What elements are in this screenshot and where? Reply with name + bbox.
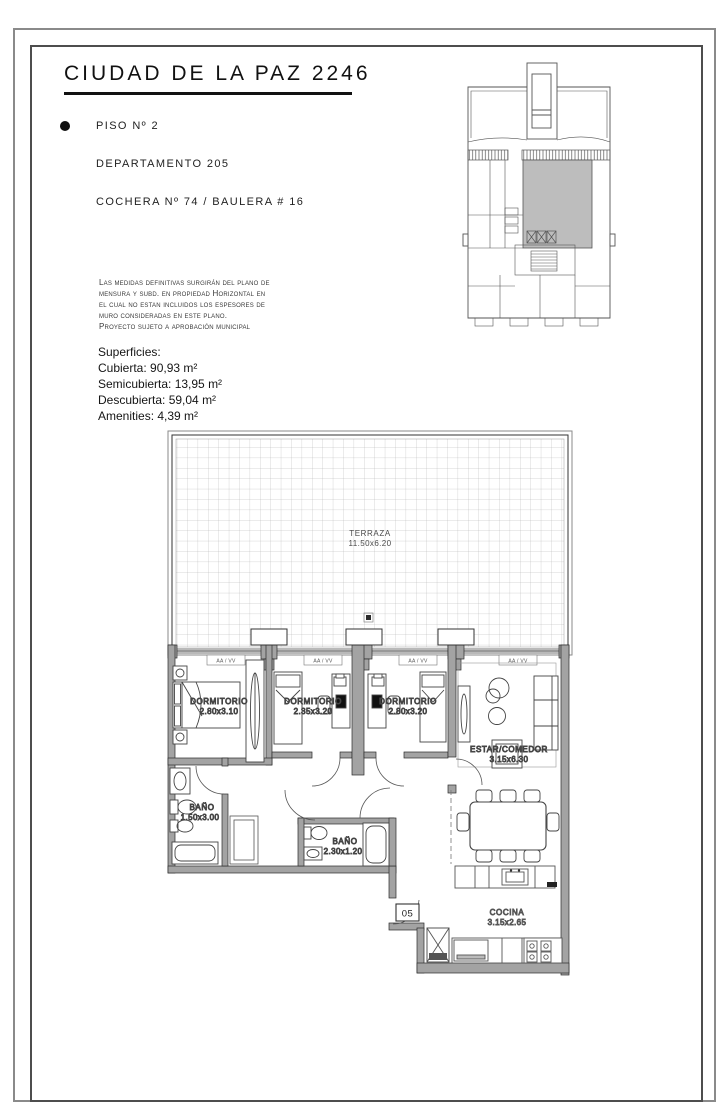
window-label: AA / VV — [216, 658, 236, 665]
info-cochera-baulera: COCHERA Nº 74 / BAULERA # 16 — [96, 196, 305, 208]
wardrobe-icon — [246, 660, 264, 762]
sofa-icon — [534, 676, 558, 750]
door-arc — [285, 790, 315, 820]
side-tables-icon — [486, 678, 509, 725]
disclaimer-line: el cual no estan incluidos los espesores de — [99, 300, 266, 309]
kitchen-lower-counter — [452, 938, 562, 963]
dining-table-icon — [457, 790, 559, 862]
room-dims-dormitorio-1: 2.80x3.10 — [199, 707, 239, 716]
info-piso: PISO Nº 2 — [96, 120, 160, 132]
estar-comedor — [451, 663, 559, 864]
room-label-cocina: COCINA — [489, 908, 525, 917]
window-sills — [251, 629, 474, 645]
cocina — [427, 866, 562, 963]
building-key-plan — [455, 58, 650, 343]
superficies-heading: Superficies: — [98, 345, 161, 359]
door-number: 05 — [401, 908, 414, 920]
room-label-bano-1: BAÑO — [189, 803, 215, 812]
apartment-floor-plan — [130, 425, 585, 985]
page-title: CIUDAD DE LA PAZ 2246 — [64, 62, 371, 85]
bullet-marker — [60, 121, 70, 131]
room-dims-bano-1: 1.50x3.00 — [180, 813, 220, 822]
room-label-dormitorio-3: DORMITORIO — [379, 697, 437, 706]
drain-icon — [366, 615, 371, 620]
superficie-amenities: Amenities: 4,39 m² — [98, 409, 199, 423]
dormitorio-3 — [368, 672, 446, 742]
tv-unit-icon — [458, 686, 470, 742]
keyplan-terrace-hatch — [468, 150, 610, 160]
bathtub-icon — [172, 842, 218, 864]
kitchen-peninsula-counter — [455, 866, 557, 888]
bathtub-icon — [363, 823, 389, 866]
disclaimer-line: Las medidas definitivas surgirán del plano de — [99, 278, 270, 287]
kitchen-sink-icon — [502, 869, 528, 885]
room-label-estar-comedor: ESTAR/COMEDOR — [470, 745, 548, 754]
bano-1 — [170, 768, 220, 864]
superficie-cubierta: Cubierta: 90,93 m² — [98, 361, 198, 375]
window-sill — [346, 629, 382, 645]
room-label-dormitorio-2: DORMITORIO — [284, 697, 342, 706]
toilet-icon — [304, 827, 327, 840]
superficie-semicubierta: Semicubierta: 13,95 m² — [98, 377, 223, 391]
entry-door-badge — [396, 904, 419, 921]
room-label-bano-2: BAÑO — [332, 837, 358, 846]
legal-disclaimer — [99, 277, 309, 332]
door-arc — [456, 759, 482, 785]
bano-2 — [304, 823, 389, 866]
room-dims-estar-comedor: 3.15x6.30 — [489, 755, 529, 764]
room-dims-bano-2: 2.30x1.20 — [323, 847, 363, 856]
room-dims-terraza: 11.50x6.20 — [348, 539, 392, 548]
info-departamento: DEPARTAMENTO 205 — [96, 158, 230, 170]
dormitorio-2 — [274, 672, 350, 744]
disclaimer-line: mensura y subd. en propiedad Horizontal en — [99, 289, 266, 298]
window-label: AA / VV — [313, 658, 333, 665]
window-label: AA / VV — [408, 658, 428, 665]
sink-icon — [304, 847, 322, 860]
room-dims-dormitorio-3: 2.80x3.20 — [388, 707, 428, 716]
disclaimer-line: Proyecto sujeto a aprobación municipal — [99, 322, 251, 331]
sink-icon — [170, 768, 190, 794]
window-label: AA / VV — [508, 658, 528, 665]
door-arc — [196, 766, 224, 794]
stove-icon — [524, 938, 562, 963]
hall-closet-icon — [230, 816, 258, 864]
nightstand-icon — [173, 730, 187, 744]
nightstand-icon — [173, 666, 187, 680]
dormitorio-1 — [173, 660, 264, 762]
disclaimer-line: muro consideradas en este plano. — [99, 311, 228, 320]
door-arc — [360, 788, 390, 818]
title-underline — [64, 92, 352, 95]
room-label-terraza: TERRAZA — [349, 529, 391, 538]
superficie-descubierta: Descubierta: 59,04 m² — [98, 393, 217, 407]
door-arc — [312, 758, 340, 786]
room-dims-dormitorio-2: 2.35x3.20 — [293, 707, 333, 716]
window-sill — [251, 629, 287, 645]
room-dims-cocina: 3.15x2.65 — [487, 918, 527, 927]
terraza — [168, 431, 572, 655]
window-sill — [438, 629, 474, 645]
door-arc — [376, 758, 404, 786]
shaft-icon — [427, 928, 449, 962]
room-label-dormitorio-1: DORMITORIO — [190, 697, 248, 706]
superficies-block — [98, 344, 222, 424]
